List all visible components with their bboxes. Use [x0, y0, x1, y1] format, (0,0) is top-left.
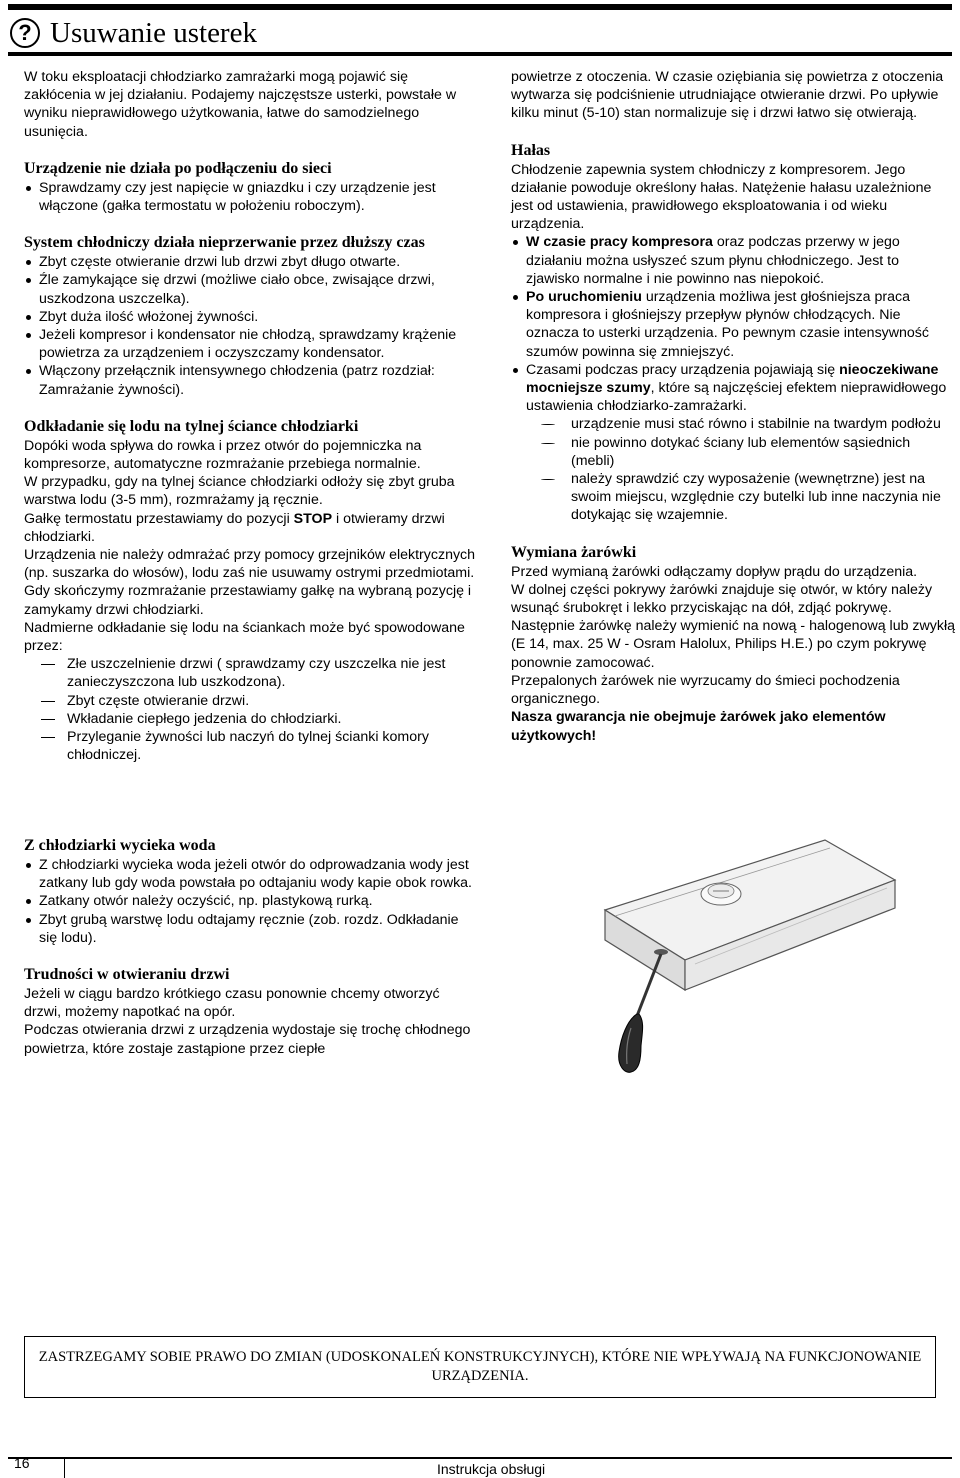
page-number: 16: [14, 1455, 30, 1471]
list-item: Zbyt grubą warstwę lodu odtajamy ręcznie (zob. rozdz. Odkładanie się lodu).: [24, 911, 476, 947]
right-column: [511, 68, 956, 745]
list-item: Zbyt częste otwieranie drzwi lub drzwi zbyt długo otwarte.: [24, 253, 476, 271]
continuous-cooling-list: [24, 253, 476, 399]
bulb-paragraph-1: Przed wymianą żarówki odłączamy dopływ prądu do urządzenia.: [511, 563, 918, 580]
bulb-paragraph-2: W dolnej części pokrywy żarówki znajduje się otwór, w który należy wsunąć śrubokręt i lekko przyciskając na dół, zdjąć pokrywę. Następnie żarówkę należy wymienić na nową - halogenową lub zwykłą (E 14, max. 25 W - Osram Halolux, Philips H.E.) po czym pokrywę ponownie zamocować.: [511, 581, 955, 671]
bulb-paragraph-3: Przepalonych żarówek nie wyrzucamy do śmieci pochodzenia organicznego.: [511, 672, 900, 708]
left-column-lower: [24, 836, 476, 1058]
ice-paragraph-2: W przypadku, gdy na tylnej ściance chłodziarki odłoży się zbyt gruba warstwa lodu (3-5 mm), rozmrażamy ją ręcznie.: [24, 474, 455, 509]
page-header: [8, 14, 952, 54]
list-item: Wkładanie ciepłego jedzenia do chłodziarki.: [24, 710, 476, 728]
ice-paragraph-1: Dopóki woda spływa do rowka i przez otwór do pojemniczka na kompresorze, automatyczne rozmrażanie przebiega normalnie.: [24, 437, 422, 473]
page-title: Usuwanie usterek: [50, 17, 257, 49]
section-title-door-opening: Trudności w otwieraniu drzwi: [24, 966, 230, 984]
list-item: Zbyt duża ilość włożonej żywności.: [24, 308, 476, 326]
door-paragraph-1: Jeżeli w ciągu bardzo krótkiego czasu ponownie chcemy otworzyć drzwi, możemy napotkać na opór.: [24, 986, 440, 1021]
screwdriver-lamp-cover-illustration: [575, 838, 905, 1078]
list-item: Czasami podczas pracy urządzenia pojawiają się nieoczekiwane mocniejsze szumy, które są najczęściej efektem nieprawidłowego ustawienia chłodziarko-zamrażarki. urządzenie musi stać równo i stabilnie na twardym podłożu nie powinno dotykać ściany lub elementów sąsiednich (mebli) należy sprawdzić czy wyposażenie (wewnętrzne) jest na swoim miejscu, względnie czy butelki lub inne naczynia nie dotykając się wzajemnie.: [511, 361, 956, 525]
list-item: urządzenie musi stać równo i stabilnie na twardym podłożu: [526, 415, 956, 433]
ice-paragraph-6: Nadmierne odkładanie się lodu na ściankach może być spowodowane przez:: [24, 619, 465, 655]
section-title-bulb-replacement: Wymiana żarówki: [511, 543, 637, 561]
left-column: [24, 68, 476, 765]
footer-title: Instrukcja obsługi: [437, 1461, 546, 1477]
section-title-noise: Hałas: [511, 141, 551, 159]
list-item: Po uruchomieniu urządzenia możliwa jest głośniejsza praca kompresora i głośniejszy przepływ płynów chłodzących. Nie oznacza to usterki urządzenia. Po pewnym czasie intensywność szumów powinna się zmniejszyć.: [511, 288, 956, 361]
list-item: należy sprawdzić czy wyposażenie (wewnętrzne) jest na swoim miejscu, względnie czy butelki lub inne naczynia nie dotykając się wzajemnie.: [526, 470, 956, 525]
section-title-continuous-cooling: System chłodniczy działa nieprzerwanie przez dłuższy czas: [24, 234, 425, 252]
title-underline: [8, 52, 952, 56]
list-item: Złe uszczelnienie drzwi ( sprawdzamy czy uszczelka nie jest zanieczyszczona lub uszkodzona).: [24, 655, 476, 691]
list-item: Zbyt częste otwieranie drzwi.: [24, 692, 476, 710]
noise-causes-list: [526, 415, 956, 524]
list-item: W czasie pracy kompresora oraz podczas przerwy w jego działaniu można usłyszeć szum płynu chłodniczego. Jest to zjawisko normalne i nie powinno nas niepokoić.: [511, 233, 956, 288]
notice-box: ZASTRZEGAMY SOBIE PRAWO DO ZMIAN (UDOSKONALEŃ KONSTRUKCYJNYCH), KTÓRE NIE WPŁYWAJĄ NA FUNKCJONOWANIE URZĄDZENIA.: [24, 1336, 936, 1398]
door-paragraph-2: Podczas otwierania drzwi z urządzenia wydostaje się trochę chłodnego powietrza, które zostaje zastąpione przez ciepłe: [24, 1022, 471, 1057]
list-item: Włączony przełącznik intensywnego chłodzenia (patrz rozdział: Zamrażanie żywności).: [24, 362, 476, 398]
no-power-list: [24, 179, 476, 215]
section-title-water-leak: Z chłodziarki wycieka woda: [24, 837, 216, 854]
question-mark-circle-icon: ?: [10, 18, 40, 48]
noise-list: [511, 233, 956, 524]
ice-paragraph-5: Gdy skończymy rozmrażanie przestawiamy gałkę na wybraną pozycję i zamykamy drzwi chłodziarki.: [24, 583, 472, 618]
section-title-no-power: Urządzenie nie działa po podłączeniu do sieci: [24, 159, 332, 177]
stop-label: STOP: [293, 510, 333, 527]
list-item: Z chłodziarki wycieka woda jeżeli otwór do odprowadzania wody jest zatkany lub gdy woda powstała po odtajaniu wody kapie obok rowka.: [24, 856, 476, 892]
list-item: Zatkany otwór należy oczyścić, np. plastykową rurką.: [24, 892, 476, 910]
section-title-ice-buildup: Odkładanie się lodu na tylnej ściance chłodziarki: [24, 417, 359, 435]
list-item: Przyleganie żywności lub naczyń do tylnej ścianki komory chłodniczej.: [24, 728, 476, 764]
list-item: Jeżeli kompresor i kondensator nie chłodzą, sprawdzamy krążenie powietrza za urządzeniem i oczyszczamy kondensator.: [24, 326, 476, 362]
list-item: Źle zamykające się drzwi (możliwe ciało obce, zwisające drzwi, uszkodzona uszczelka).: [24, 271, 476, 307]
top-rule: [8, 4, 952, 10]
water-leak-list: [24, 856, 476, 947]
ice-causes-list: [24, 655, 476, 764]
footer-separator: [64, 1459, 65, 1478]
door-paragraph-continued: powietrze z otoczenia. W czasie oziębiania się powietrza z otoczenia wytwarza się podciśnienie utrudniające otwieranie drzwi. Po upływie kilku minut (5-10) stan normalizuje się i drzwi łatwo się otwierają.: [511, 69, 944, 122]
ice-paragraph-3: Gałkę termostatu przestawiamy do pozycji STOP i otwieramy drzwi chłodziarki.: [24, 510, 445, 545]
list-item: nie powinno dotykać ściany lub elementów sąsiednich (mebli): [526, 434, 956, 470]
list-item: Sprawdzamy czy jest napięcie w gniazdku i czy urządzenie jest włączone (gałka termostatu w położeniu roboczym).: [24, 179, 476, 215]
noise-paragraph: Chłodzenie zapewnia system chłodniczy z kompresorem. Jego działanie powoduje określony hałas. Natężenie hałasu uzależnione jest od ustawienia, prawidłowego eksploatowania i od wieku urządzenia.: [511, 161, 932, 233]
footer-rule: [8, 1457, 952, 1459]
bulb-warranty-note: Nasza gwarancja nie obejmuje żarówek jako elementów użytkowych!: [511, 709, 886, 744]
intro-paragraph: W toku eksploatacji chłodziarko zamrażarki mogą pojawić się zakłócenia w jej działaniu. Podajemy najczęstsze usterki, powstałe w wyniku nieprawidłowego użytkowania, łatwe do samodzielnego usunięcia.: [24, 69, 457, 140]
ice-paragraph-4: Urządzenia nie należy odmrażać przy pomocy grzejników elektrycznych (np. suszarka do włosów), lodu zaś nie usuwamy ostrymi przedmiotami.: [24, 547, 476, 582]
